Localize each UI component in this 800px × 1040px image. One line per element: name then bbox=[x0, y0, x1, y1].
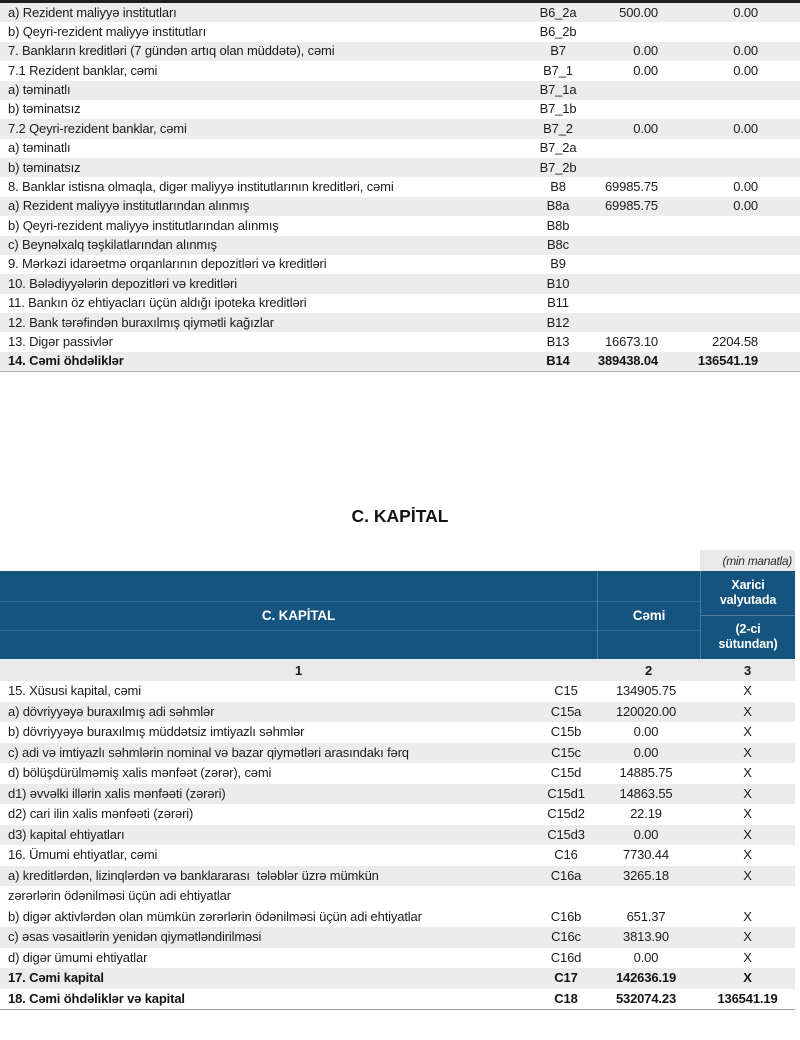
row-label: b) Qeyri-rezident maliyyə institutlarından alınmış bbox=[8, 218, 279, 233]
row-label: b) dövriyyəyə buraxılmış müddətsiz imtiyazlı səhmlər bbox=[8, 725, 305, 740]
row-label: b) təminatsız bbox=[8, 160, 81, 175]
row-label: 16. Ümumi ehtiyatlar, cəmi bbox=[8, 848, 158, 863]
row-label: 7.1 Rezident banklar, cəmi bbox=[8, 63, 158, 78]
header-cell-total: Cəmi bbox=[597, 571, 700, 659]
row-total-value: 389438.04 bbox=[597, 353, 658, 369]
row-foreign-value: 0.00 bbox=[733, 198, 758, 214]
column-number: 3 bbox=[743, 662, 752, 678]
table-row bbox=[0, 100, 800, 119]
row-code: C16b bbox=[550, 908, 582, 924]
header-cell-title: C. KAPİTAL bbox=[261, 607, 336, 623]
row-total-value: 0.00 bbox=[633, 120, 658, 136]
column-number: 2 bbox=[644, 662, 653, 678]
row-label: 18. Cəmi öhdəliklər və kapital bbox=[8, 991, 185, 1006]
row-total-value: 7730.44 bbox=[623, 847, 669, 863]
row-code: B8a bbox=[546, 198, 570, 214]
row-code: C15d3 bbox=[547, 826, 585, 842]
row-total-value: 500.00 bbox=[619, 4, 658, 20]
row-total-value: 3265.18 bbox=[623, 867, 669, 883]
header-gridline bbox=[0, 601, 700, 602]
row-foreign-value: X bbox=[743, 847, 752, 863]
table-row bbox=[0, 177, 800, 196]
row-total-value: 651.37 bbox=[626, 908, 666, 924]
column-numbers-row bbox=[0, 659, 795, 681]
row-label: a) təminatlı bbox=[8, 141, 71, 156]
row-foreign-value: 136541.19 bbox=[697, 353, 758, 369]
liabilities-table bbox=[0, 0, 800, 372]
row-foreign-value: X bbox=[743, 908, 752, 924]
row-label: 11. Bankın öz ehtiyacları üçün aldığı ipoteka kreditləri bbox=[8, 296, 307, 311]
table-row bbox=[0, 968, 795, 989]
table-row bbox=[0, 845, 795, 866]
table-row bbox=[0, 255, 800, 274]
row-label: b) digər aktivlərdən olan mümkün zərərlərin ödənilməsi üçün adi ehtiyatlar bbox=[8, 909, 422, 924]
row-code: B7_1 bbox=[543, 62, 573, 78]
row-foreign-value: X bbox=[743, 970, 752, 986]
row-code: B7_2 bbox=[543, 120, 573, 136]
row-label: b) təminatsız bbox=[8, 102, 81, 117]
row-foreign-value: 0.00 bbox=[733, 43, 758, 59]
row-total-value: 532074.23 bbox=[615, 990, 677, 1006]
table-row bbox=[0, 61, 800, 80]
row-total-value: 14885.75 bbox=[619, 765, 673, 781]
row-code: C15 bbox=[554, 683, 578, 699]
row-label: d3) kapital ehtiyatları bbox=[8, 827, 125, 842]
table-row bbox=[0, 42, 800, 61]
column-number: 1 bbox=[294, 662, 303, 678]
row-code: B6_2b bbox=[539, 23, 577, 39]
row-total-value: 69985.75 bbox=[604, 198, 658, 214]
row-foreign-value: X bbox=[743, 806, 752, 822]
row-foreign-value: X bbox=[743, 683, 752, 699]
row-total-value: 69985.75 bbox=[604, 178, 658, 194]
row-code: C18 bbox=[554, 990, 578, 1006]
row-label: 13. Digər passivlər bbox=[8, 334, 113, 349]
row-foreign-value: X bbox=[743, 785, 752, 801]
table-row bbox=[0, 989, 795, 1011]
header-cell-foreign-top: Xarici valyutada bbox=[719, 577, 777, 607]
row-foreign-value: 0.00 bbox=[733, 4, 758, 20]
table-row bbox=[0, 784, 795, 805]
row-code: B10 bbox=[546, 275, 570, 291]
row-foreign-value: 136541.19 bbox=[717, 990, 778, 1006]
table-row bbox=[0, 81, 800, 100]
row-label: 12. Bank tərəfindən buraxılmış qiymətli kağızlar bbox=[8, 315, 274, 330]
table-row bbox=[0, 825, 795, 846]
row-foreign-value: X bbox=[743, 949, 752, 965]
table-row bbox=[0, 743, 795, 764]
row-code: B11 bbox=[547, 295, 569, 311]
row-total-value: 134905.75 bbox=[615, 683, 677, 699]
row-label: a) Rezident maliyyə institutlarından alınmış bbox=[8, 199, 250, 214]
row-code: B7_1b bbox=[539, 101, 577, 117]
row-label: d2) cari ilin xalis mənfəəti (zərəri) bbox=[8, 807, 194, 822]
row-label: a) Rezident maliyyə institutları bbox=[8, 5, 177, 20]
row-total-value: 120020.00 bbox=[615, 703, 677, 719]
row-total-value: 0.00 bbox=[633, 826, 659, 842]
row-code: C15b bbox=[550, 724, 582, 740]
table-row bbox=[0, 313, 800, 332]
table-row bbox=[0, 886, 795, 907]
row-code: B14 bbox=[546, 353, 570, 369]
row-label: d1) əvvəlki illərin xalis mənfəəti (zərəri) bbox=[8, 786, 226, 801]
row-foreign-value: X bbox=[743, 744, 752, 760]
row-code: C16 bbox=[554, 847, 578, 863]
row-code: B13 bbox=[546, 333, 570, 349]
row-code: C15d bbox=[550, 765, 582, 781]
row-code: C17 bbox=[554, 970, 578, 986]
row-total-value: 14863.55 bbox=[619, 785, 673, 801]
row-label: 7. Bankların kreditləri (7 gündən artıq olan müddətə), cəmi bbox=[8, 44, 335, 59]
row-label: 8. Banklar istisna olmaqla, digər maliyyə institutlarının kreditləri, cəmi bbox=[8, 179, 394, 194]
table-row bbox=[0, 22, 800, 41]
table-row bbox=[0, 702, 795, 723]
table-row bbox=[0, 352, 800, 372]
row-label: c) adi və imtiyazlı səhmlərin nominal və bazar qiymətləri arasındakı fərq bbox=[8, 745, 409, 760]
row-code: C16c bbox=[551, 929, 581, 945]
header-cell-foreign bbox=[700, 571, 795, 659]
row-label: a) təminatlı bbox=[8, 83, 71, 98]
table-row bbox=[0, 236, 800, 255]
row-code: B8c bbox=[547, 237, 569, 253]
row-label: 15. Xüsusi kapital, cəmi bbox=[8, 684, 141, 699]
capital-table-header bbox=[0, 571, 795, 659]
row-code: C15c bbox=[551, 744, 581, 760]
row-total-value: 0.00 bbox=[633, 62, 658, 78]
table-row bbox=[0, 763, 795, 784]
row-code: B6_2a bbox=[539, 4, 577, 20]
table-row bbox=[0, 948, 795, 969]
row-code: B7 bbox=[550, 43, 566, 59]
row-foreign-value: X bbox=[743, 826, 752, 842]
row-code: B8 bbox=[550, 178, 566, 194]
row-label: 10. Bələdiyyələrin depozitləri və kreditləri bbox=[8, 276, 237, 291]
row-code: B7_2a bbox=[539, 140, 577, 156]
units-note: (min manatla) bbox=[700, 550, 795, 571]
units-note-row bbox=[0, 550, 795, 571]
row-total-value: 0.00 bbox=[633, 949, 659, 965]
row-total-value: 0.00 bbox=[633, 43, 658, 59]
row-label: d) digər ümumi ehtiyatlar bbox=[8, 950, 148, 965]
table-row bbox=[0, 866, 795, 887]
header-cell-foreign-bottom: (2-ci sütundan) bbox=[701, 615, 795, 660]
row-foreign-value: 0.00 bbox=[733, 120, 758, 136]
table-row bbox=[0, 216, 800, 235]
table-row bbox=[0, 681, 795, 702]
row-foreign-value: 0.00 bbox=[733, 62, 758, 78]
row-code: B7_2b bbox=[539, 159, 577, 175]
row-label: 7.2 Qeyri-rezident banklar, cəmi bbox=[8, 121, 187, 136]
row-code: C16d bbox=[550, 949, 582, 965]
row-total-value: 22.19 bbox=[630, 806, 662, 822]
row-code: C16a bbox=[550, 867, 582, 883]
row-total-value: 142636.19 bbox=[615, 970, 677, 986]
row-code: B12 bbox=[546, 314, 570, 330]
row-code: C15a bbox=[550, 703, 582, 719]
row-label: zərərlərin ödənilməsi üçün adi ehtiyatlar bbox=[8, 889, 231, 904]
row-foreign-value: X bbox=[743, 867, 752, 883]
table-row bbox=[0, 119, 800, 138]
row-foreign-value: 0.00 bbox=[733, 178, 758, 194]
table-row bbox=[0, 927, 795, 948]
row-label: 17. Cəmi kapital bbox=[8, 971, 104, 986]
row-code: C15d1 bbox=[547, 785, 585, 801]
row-code: B9 bbox=[550, 256, 566, 272]
row-foreign-value: X bbox=[743, 765, 752, 781]
row-label: c) əsas vəsaitlərin yenidən qiymətləndirilməsi bbox=[8, 930, 262, 945]
row-code: C15d2 bbox=[547, 806, 585, 822]
table-row bbox=[0, 332, 800, 351]
row-label: d) bölüşdürülməmiş xalis mənfəət (zərər), cəmi bbox=[8, 766, 272, 781]
table-row bbox=[0, 294, 800, 313]
table-row bbox=[0, 197, 800, 216]
header-gridline bbox=[0, 630, 700, 631]
capital-section-title: C. KAPİTAL bbox=[351, 506, 449, 527]
row-total-value: 3813.90 bbox=[623, 929, 669, 945]
row-foreign-value: 2204.58 bbox=[712, 333, 758, 349]
row-total-value: 0.00 bbox=[633, 744, 659, 760]
row-label: a) kreditlərdən, lizinqlərdən və banklararası tələblər üzrə mümkün bbox=[8, 868, 379, 883]
row-label: 14. Cəmi öhdəliklər bbox=[8, 354, 124, 369]
row-foreign-value: X bbox=[743, 703, 752, 719]
row-foreign-value: X bbox=[743, 724, 752, 740]
row-label: c) Beynəlxalq təşkilatlarından alınmış bbox=[8, 238, 217, 253]
table-row bbox=[0, 274, 800, 293]
table-row bbox=[0, 804, 795, 825]
table-row bbox=[0, 158, 800, 177]
table-row bbox=[0, 3, 800, 22]
table-row bbox=[0, 907, 795, 928]
row-label: 9. Mərkəzi idarəetmə orqanlarının depozitləri və kreditləri bbox=[8, 257, 327, 272]
row-total-value: 0.00 bbox=[633, 724, 659, 740]
row-label: b) Qeyri-rezident maliyyə institutları bbox=[8, 24, 207, 39]
capital-table bbox=[0, 681, 795, 1010]
table-row bbox=[0, 722, 795, 743]
table-row bbox=[0, 139, 800, 158]
row-code: B7_1a bbox=[539, 82, 577, 98]
row-total-value: 16673.10 bbox=[604, 333, 658, 349]
row-label: a) dövriyyəyə buraxılmış adi səhmlər bbox=[8, 704, 215, 719]
row-code: B8b bbox=[546, 217, 570, 233]
row-foreign-value: X bbox=[743, 929, 752, 945]
